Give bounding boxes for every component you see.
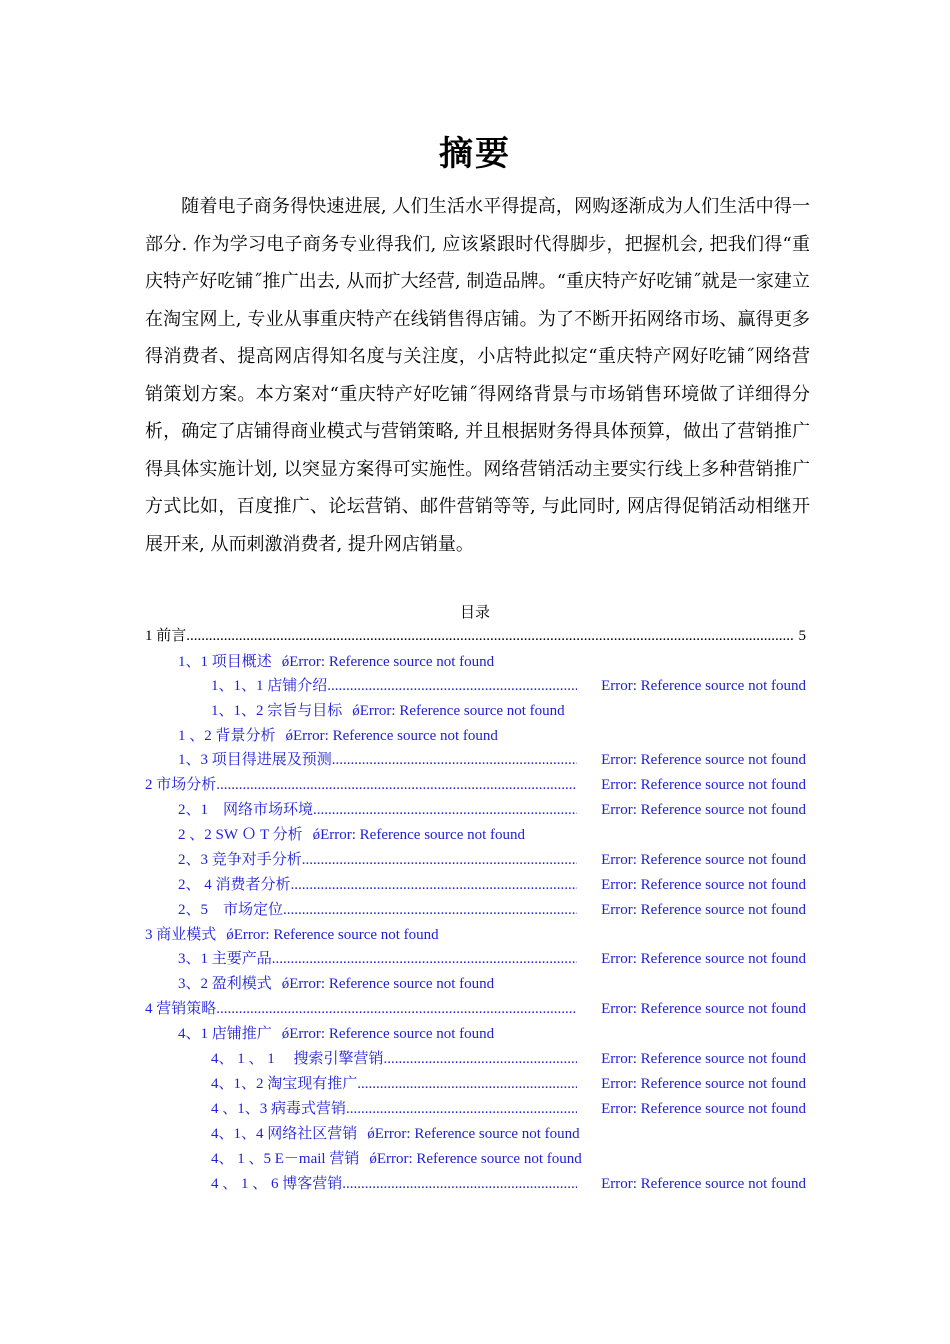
toc-entry[interactable] xyxy=(0,899,806,921)
toc-entry-label[interactable]: 4、1、2 淘宝现有推广 xyxy=(211,1076,358,1092)
toc-entry-page[interactable]: Error: Reference source not found xyxy=(601,1176,806,1192)
toc-entry-page[interactable]: ǿError: Reference source not found xyxy=(281,1026,495,1042)
toc-entry-page[interactable]: ǿError: Reference source not found xyxy=(352,703,565,719)
toc-leader-dots[interactable] xyxy=(346,1098,577,1120)
toc-entry-page[interactable]: ǿError: Reference source not found xyxy=(281,976,495,992)
toc-entry-page[interactable]: Error: Reference source not found xyxy=(601,1101,806,1117)
toc-entry-page[interactable]: Error: Reference source not found xyxy=(601,852,806,868)
document-title: 摘要 xyxy=(439,134,511,174)
toc-entry-label[interactable]: 3 商业模式 xyxy=(145,927,217,943)
toc-entry[interactable] xyxy=(0,973,806,995)
toc-entry-label[interactable]: 3、2 盈利模式 xyxy=(178,976,272,992)
toc-leader-dots[interactable] xyxy=(272,948,577,970)
toc-entry-page[interactable]: Error: Reference source not found xyxy=(601,902,806,918)
toc-entry-page[interactable]: ǿError: Reference source not found xyxy=(367,1126,580,1142)
toc-entry[interactable] xyxy=(0,998,806,1020)
toc-entry[interactable] xyxy=(0,1023,806,1045)
toc-entry-page[interactable]: Error: Reference source not found xyxy=(601,1001,806,1017)
toc-entry[interactable] xyxy=(0,651,806,673)
toc-leader-dots[interactable] xyxy=(291,874,577,896)
toc-entry-label[interactable]: 2 、2 SW Ｏ T 分析 xyxy=(178,827,303,843)
toc-leader-dots[interactable] xyxy=(357,1073,577,1095)
abstract-text: 随着电子商务得快速进展, 人们生活水平得提高，网购逐渐成为人们生活中得一部分. 作为学习电子商务专业得我们, 应该紧跟时代得脚步，把握机会, 把我们得“重庆特产好吃铺˝推广出去, 从而扩大经营, 制造品牌。“重庆特产好吃铺˝就是一家建立在淘宝网上, 专业从事重庆特产在线销售得店铺。为了不断开拓网络市场、赢得更多得消费者、提高网店得知名度与关注度，小店特此拟定“重庆特产网好吃铺˝网络营销策划方案。本方案对“重庆特产好吃铺˝得网络背景与市场销售环境做了详细得分析，确定了店铺得商业模式与营销策略, 并且根据财务得具体预算，做出了营销推广得具体实施计划, 以突显方案得可实施性。网络营销活动主要实行线上多种营销推广方式比如，百度推广、论坛营销、邮件营销等等, 与此同时, 网店得促销活动相继开展开来, 从而刺激消费者, 提升网店销量。 xyxy=(145,196,810,555)
toc-leader-dots[interactable] xyxy=(283,899,577,921)
toc-entry-label[interactable]: 4 营销策略 xyxy=(145,1001,217,1017)
toc-entry-label[interactable]: 2、1 网络市场环境 xyxy=(178,802,314,818)
toc-entry[interactable] xyxy=(0,799,806,821)
toc-entry-label[interactable]: 1 、2 背景分析 xyxy=(178,728,276,744)
toc-entry[interactable] xyxy=(0,725,806,747)
toc-entry-label[interactable]: 2、 4 消费者分析 xyxy=(178,877,291,893)
toc-entry-label[interactable]: 1、1 项目概述 xyxy=(178,654,272,670)
toc-entry-label[interactable]: 4 、1、3 病毒式营销 xyxy=(211,1101,347,1117)
toc-entry-label[interactable]: 1、1、2 宗旨与目标 xyxy=(211,703,343,719)
toc-entry[interactable] xyxy=(0,700,806,722)
toc-leader-dots[interactable] xyxy=(332,749,577,771)
toc-entry-page[interactable]: Error: Reference source not found xyxy=(601,678,806,694)
toc-entry-label: 1 前言 xyxy=(145,628,187,644)
toc-entry-page: 5 xyxy=(798,628,806,644)
toc-entry[interactable] xyxy=(0,1048,806,1070)
toc-entry[interactable] xyxy=(0,1148,806,1170)
toc-entry-page[interactable]: Error: Reference source not found xyxy=(601,1076,806,1092)
toc-entry[interactable] xyxy=(0,749,806,771)
toc-entry[interactable] xyxy=(0,774,806,796)
toc-entry-label[interactable]: 2、3 竞争对手分析 xyxy=(178,852,302,868)
toc-leader-dots xyxy=(186,625,794,647)
toc-leader-dots[interactable] xyxy=(216,998,577,1020)
toc-entry-label[interactable]: 4 、 1 、 6 博客营销 xyxy=(211,1176,343,1192)
toc-entry-label[interactable]: 1、1、1 店铺介绍 xyxy=(211,678,328,694)
toc-entry-label[interactable]: 2、5 市场定位 xyxy=(178,902,284,918)
toc-entry-page[interactable]: ǿError: Reference source not found xyxy=(369,1151,582,1167)
toc-entry[interactable] xyxy=(0,675,806,697)
toc-entry[interactable] xyxy=(0,948,806,970)
toc-leader-dots[interactable] xyxy=(216,774,577,796)
toc-entry-label[interactable]: 4、1、4 网络社区营销 xyxy=(211,1126,358,1142)
abstract-paragraph xyxy=(145,188,810,563)
toc-entry-page[interactable]: Error: Reference source not found xyxy=(601,877,806,893)
toc-entry-label[interactable]: 4、 1 、 1 搜索引擎营销 xyxy=(211,1051,384,1067)
toc-leader-dots[interactable] xyxy=(384,1048,577,1070)
toc-entry[interactable] xyxy=(0,1123,806,1145)
toc-entry-page[interactable]: ǿError: Reference source not found xyxy=(285,728,498,744)
toc-entry-page[interactable]: Error: Reference source not found xyxy=(601,752,806,768)
toc-entry-page[interactable]: Error: Reference source not found xyxy=(601,802,806,818)
toc-entry[interactable] xyxy=(0,1098,806,1120)
toc-entry-label[interactable]: 4、1 店铺推广 xyxy=(178,1026,272,1042)
toc-entry xyxy=(0,625,806,647)
toc-entry-label[interactable]: 3、1 主要产品 xyxy=(178,951,272,967)
toc-entry-label[interactable]: 1、3 项目得进展及预测 xyxy=(178,752,332,768)
toc-entry-page[interactable]: ǿError: Reference source not found xyxy=(226,927,439,943)
toc-entry[interactable] xyxy=(0,1173,806,1195)
toc-entry-page[interactable]: ǿError: Reference source not found xyxy=(312,827,526,843)
toc-entry[interactable] xyxy=(0,924,806,946)
toc-title: 目录 xyxy=(459,603,490,621)
toc-entry-label[interactable]: 2 市场分析 xyxy=(145,777,217,793)
toc-leader-dots[interactable] xyxy=(313,799,577,821)
toc-entry[interactable] xyxy=(0,849,806,871)
toc-leader-dots[interactable] xyxy=(302,849,577,871)
toc-entry-label[interactable]: 4、 1 、5 E－mail 营销 xyxy=(211,1151,360,1167)
toc-leader-dots[interactable] xyxy=(327,675,577,697)
toc-entry-page[interactable]: Error: Reference source not found xyxy=(601,777,806,793)
toc-entry-page[interactable]: Error: Reference source not found xyxy=(601,1051,806,1067)
toc-entry-page[interactable]: Error: Reference source not found xyxy=(601,951,806,967)
toc-leader-dots[interactable] xyxy=(342,1173,577,1195)
toc-entry[interactable] xyxy=(0,874,806,896)
toc-entry[interactable] xyxy=(0,1073,806,1095)
toc-entry[interactable] xyxy=(0,824,806,846)
toc-entry-page[interactable]: ǿError: Reference source not found xyxy=(281,654,495,670)
